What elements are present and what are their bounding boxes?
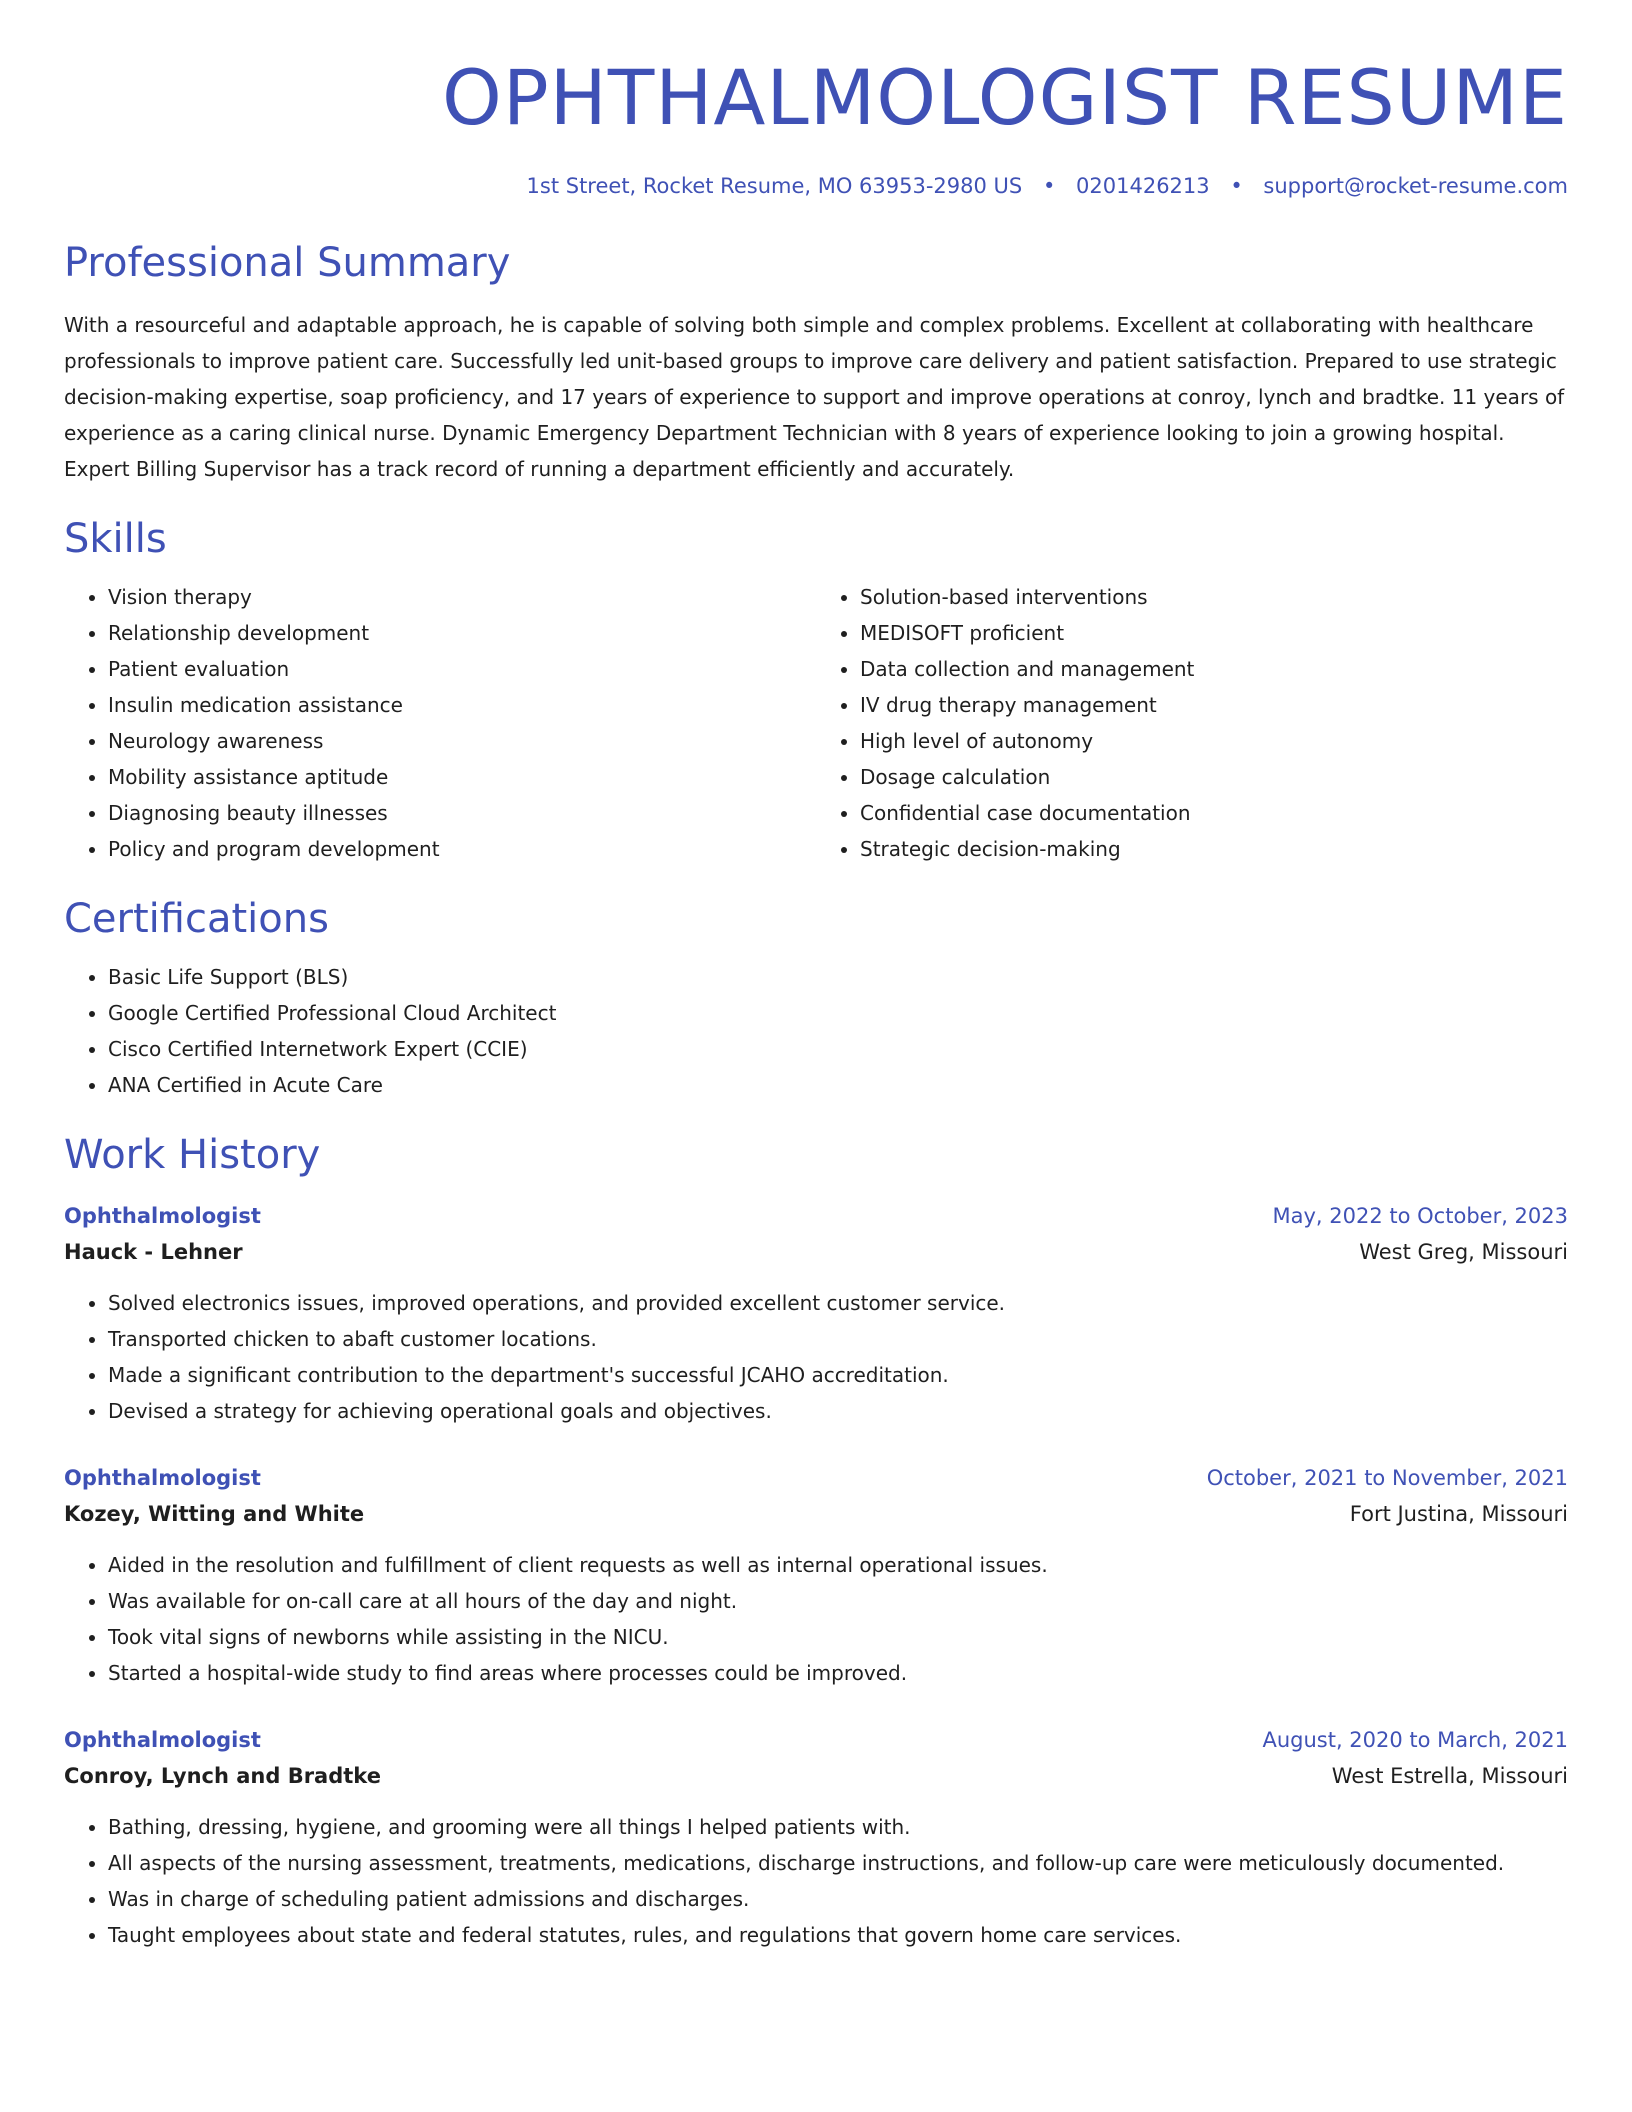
skill-item: • MEDISOFT proficient (860, 615, 1568, 651)
certification-item: • Cisco Certified Internetwork Expert (CCIE) (108, 1031, 1568, 1067)
job-entry (64, 1461, 1568, 1691)
certification-item: • Basic Life Support (BLS) (108, 959, 1568, 995)
skill-item: • Vision therapy (108, 579, 816, 615)
job-company-row (64, 1757, 1568, 1795)
job-company-row (64, 1233, 1568, 1271)
job-bullet: • Made a significant contribution to the department's successful JCAHO accreditation. (108, 1357, 1568, 1393)
job-bullet: • Bathing, dressing, hygiene, and grooming were all things I helped patients with. (108, 1809, 1568, 1845)
contact-address: 1st Street, Rocket Resume, MO 63953-2980 US (526, 174, 1023, 198)
skill-item: • High level of autonomy (860, 723, 1568, 759)
job-bullet: • Was available for on-call care at all hours of the day and night. (108, 1583, 1568, 1619)
skill-item: • Data collection and management (860, 651, 1568, 687)
skill-item: • Diagnosing beauty illnesses (108, 795, 816, 831)
job-bullet: • Taught employees about state and federal statutes, rules, and regulations that govern home care services. (108, 1917, 1568, 1953)
certifications-list (64, 959, 1568, 1103)
job-bullet: • Was in charge of scheduling patient admissions and discharges. (108, 1881, 1568, 1917)
contact-line (64, 174, 1568, 199)
job-company: Conroy, Lynch and Bradtke (64, 1764, 381, 1789)
job-company: Kozey, Witting and White (64, 1502, 365, 1527)
skill-item: • Mobility assistance aptitude (108, 759, 816, 795)
skill-item: • Dosage calculation (860, 759, 1568, 795)
job-bullet: • All aspects of the nursing assessment, treatments, medications, discharge instructions, and follow-up care were meticulously documented. (108, 1845, 1568, 1881)
job-bullets (64, 1285, 1568, 1429)
summary-heading: Professional Summary (64, 240, 511, 287)
job-bullet: • Solved electronics issues, improved operations, and provided excellent customer service. (108, 1285, 1568, 1321)
skill-item: • Strategic decision-making (860, 831, 1568, 867)
job-dates: May, 2022 to October, 2023 (1272, 1204, 1568, 1229)
job-location: Fort Justina, Missouri (1349, 1502, 1568, 1527)
job-bullets (64, 1809, 1568, 1953)
job-title: Ophthalmologist (64, 1204, 261, 1229)
skill-item: • Solution-based interventions (860, 579, 1568, 615)
certifications-heading: Certifications (64, 896, 329, 943)
job-dates: August, 2020 to March, 2021 (1262, 1728, 1568, 1753)
job-location: West Greg, Missouri (1359, 1240, 1568, 1265)
job-header-row (64, 1461, 1568, 1495)
job-company: Hauck - Lehner (64, 1240, 243, 1265)
job-entry (64, 1199, 1568, 1429)
contact-separator: • (1230, 174, 1243, 198)
job-bullet: • Started a hospital-wide study to find areas where processes could be improved. (108, 1655, 1568, 1691)
job-entry (64, 1723, 1568, 1953)
job-header-row (64, 1199, 1568, 1233)
skill-item: • Insulin medication assistance (108, 687, 816, 723)
certification-item: • Google Certified Professional Cloud Architect (108, 995, 1568, 1031)
skills-columns (64, 579, 1568, 867)
contact-email[interactable]: support@rocket-resume.com (1263, 174, 1568, 198)
job-dates: October, 2021 to November, 2021 (1206, 1466, 1568, 1491)
skill-item: • Policy and program development (108, 831, 816, 867)
certification-item: • ANA Certified in Acute Care (108, 1067, 1568, 1103)
skill-item: • IV drug therapy management (860, 687, 1568, 723)
skills-list-right (816, 579, 1568, 867)
job-title: Ophthalmologist (64, 1728, 261, 1753)
contact-phone: 0201426213 (1076, 174, 1210, 198)
summary-text: With a resourceful and adaptable approach, he is capable of solving both simple and complex problems. Excellent at collaborating with healthcare professionals to improve patient care. Successfully led unit-based groups to improve care delivery and patient satisfaction. Prepared to use strategic decision-making expertise, soap proficiency, and 17 years of experience to support and improve operations at conroy, lynch and bradtke. 11 years of experience as a caring clinical nurse. Dynamic Emergency Department Technician with 8 years of experience looking to join a growing hospital. Expert Billing Supervisor has a track record of running a department efficiently and accurately. (64, 313, 1565, 482)
contact-separator: • (1042, 174, 1056, 198)
job-header-row (64, 1723, 1568, 1757)
job-title: Ophthalmologist (64, 1466, 261, 1491)
skills-list-left (64, 579, 816, 867)
work-history-heading: Work History (64, 1132, 321, 1179)
job-bullet: • Devised a strategy for achieving operational goals and objectives. (108, 1393, 1568, 1429)
job-bullets (64, 1547, 1568, 1691)
job-bullet: • Transported chicken to abaft customer locations. (108, 1321, 1568, 1357)
skill-item: • Patient evaluation (108, 651, 816, 687)
skills-heading: Skills (64, 516, 167, 563)
resume-name: OPHTHALMOLOGIST RESUME (442, 53, 1568, 142)
resume-page (64, 0, 1568, 1953)
job-bullet: • Aided in the resolution and fulfillment of client requests as well as internal operational issues. (108, 1547, 1568, 1583)
job-bullet: • Took vital signs of newborns while assisting in the NICU. (108, 1619, 1568, 1655)
skill-item: • Neurology awareness (108, 723, 816, 759)
job-company-row (64, 1495, 1568, 1533)
skill-item: • Relationship development (108, 615, 816, 651)
skill-item: • Confidential case documentation (860, 795, 1568, 831)
job-location: West Estrella, Missouri (1331, 1764, 1568, 1789)
